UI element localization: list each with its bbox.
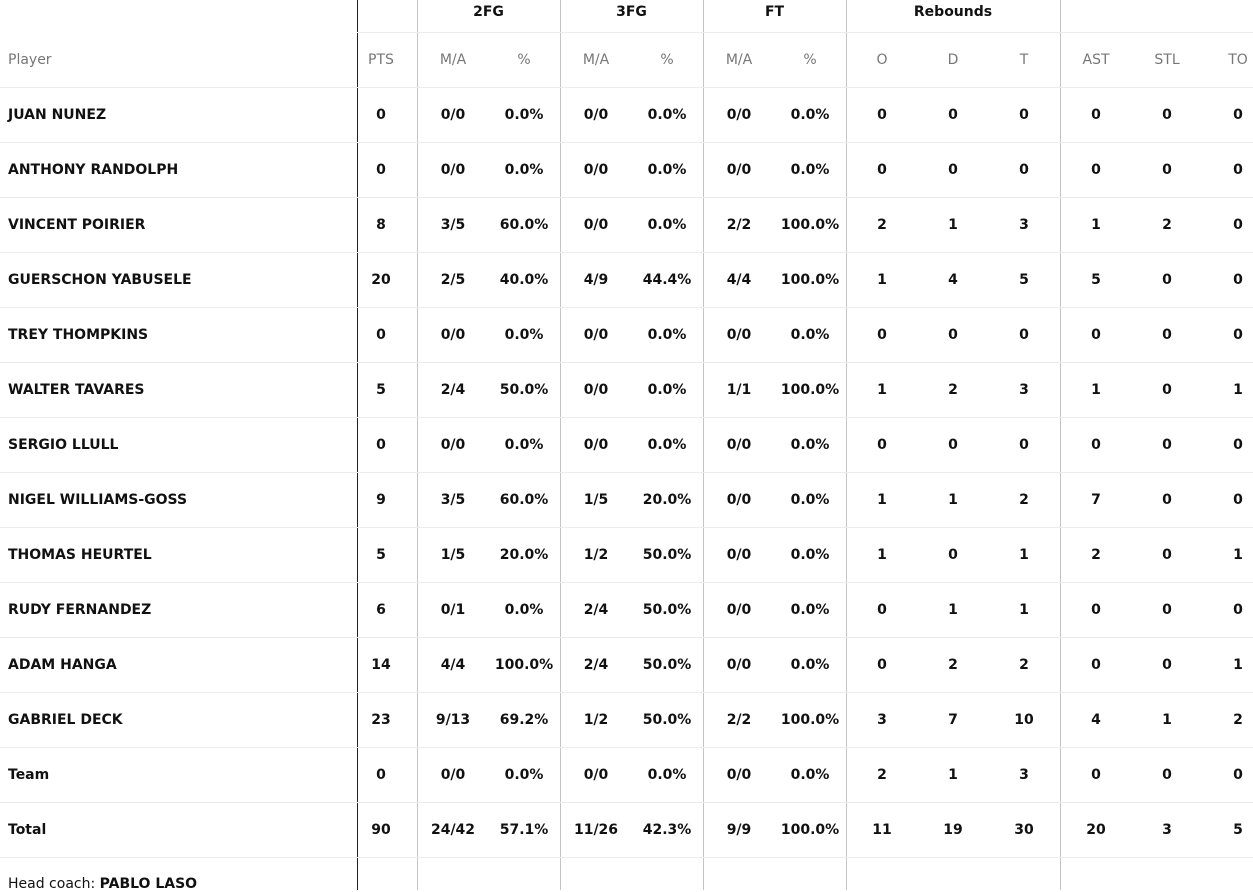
cell-3fg-made-attempted: 0/0 [583,437,609,453]
cell-stl: 2 [1162,217,1172,233]
cell-2fg-made-attempted: 0/0 [440,327,466,343]
cell-to: 1 [1233,382,1243,398]
cell-rebounds-defensive: 19 [943,822,963,838]
cell-ft-pct: 0.0% [790,657,830,673]
cell-pts: 9 [376,492,386,508]
cell-rebounds-defensive: 1 [948,217,958,233]
cell-ft-made-attempted: 0/0 [726,492,752,508]
cell-2fg-made-attempted: 0/0 [440,437,466,453]
cell-ft-pct: 0.0% [790,767,830,783]
cell-pts: 20 [371,272,391,288]
table-row [0,142,1253,197]
cell-rebounds-defensive: 2 [948,657,958,673]
cell-rebounds-total: 10 [1014,712,1034,728]
cell-3fg-pct: 0.0% [647,382,687,398]
group-header-ft: FT [764,4,785,20]
cell-to: 0 [1233,162,1243,178]
table-row [0,417,1253,472]
cell-ft-made-attempted: 1/1 [726,382,752,398]
cell-to: 0 [1233,107,1243,123]
cell-ast: 1 [1091,382,1101,398]
cell-ast: 0 [1091,767,1101,783]
cell-3fg-made-attempted: 0/0 [583,327,609,343]
cell-rebounds-offensive: 0 [877,162,887,178]
head-coach-name: PABLO LASO [99,876,198,892]
cell-player-name[interactable]: ANTHONY RANDOLPH [8,162,179,178]
cell-player-name[interactable]: WALTER TAVARES [8,382,145,398]
cell-stl: 0 [1162,547,1172,563]
cell-3fg-pct: 20.0% [642,492,692,508]
cell-3fg-made-attempted: 1/2 [583,547,609,563]
cell-to: 0 [1233,327,1243,343]
cell-rebounds-defensive: 0 [948,437,958,453]
cell-ft-made-attempted: 2/2 [726,712,752,728]
cell-ft-pct: 0.0% [790,602,830,618]
cell-2fg-pct: 60.0% [499,492,549,508]
cell-pts: 5 [376,547,386,563]
column-header-2fg-pct[interactable]: % [517,52,531,68]
cell-3fg-made-attempted: 1/5 [583,492,609,508]
table-row [0,362,1253,417]
cell-player-name[interactable]: TREY THOMPKINS [8,327,149,343]
column-header-rebounds-offensive[interactable]: O [876,52,888,68]
cell-rebounds-total: 2 [1019,657,1029,673]
cell-player-name[interactable]: ADAM HANGA [8,657,117,673]
cell-ast: 0 [1091,602,1101,618]
column-header-3fg-pct[interactable]: % [660,52,674,68]
table-row [0,307,1253,362]
cell-to: 5 [1233,822,1243,838]
cell-2fg-made-attempted: 1/5 [440,547,466,563]
cell-2fg-pct: 50.0% [499,382,549,398]
cell-player-name[interactable]: GABRIEL DECK [8,712,123,728]
cell-rebounds-offensive: 1 [877,382,887,398]
cell-stl: 3 [1162,822,1172,838]
cell-player-name[interactable]: THOMAS HEURTEL [8,547,152,563]
cell-3fg-pct: 50.0% [642,602,692,618]
cell-rebounds-offensive: 0 [877,437,887,453]
column-header-ft-made-attempted[interactable]: M/A [725,52,753,68]
cell-3fg-made-attempted: 4/9 [583,272,609,288]
cell-ft-made-attempted: 0/0 [726,602,752,618]
cell-3fg-pct: 0.0% [647,162,687,178]
column-header-3fg-made-attempted[interactable]: M/A [582,52,610,68]
table-row [0,197,1253,252]
cell-3fg-made-attempted: 1/2 [583,712,609,728]
cell-ft-made-attempted: 4/4 [726,272,752,288]
cell-ft-pct: 0.0% [790,162,830,178]
column-header-to[interactable]: TO [1228,52,1248,68]
cell-rebounds-defensive: 1 [948,492,958,508]
cell-2fg-pct: 57.1% [499,822,549,838]
cell-pts: 90 [371,822,391,838]
cell-3fg-made-attempted: 0/0 [583,162,609,178]
cell-ast: 0 [1091,657,1101,673]
cell-rebounds-defensive: 0 [948,547,958,563]
cell-rebounds-defensive: 4 [948,272,958,288]
cell-stl: 0 [1162,272,1172,288]
cell-stl: 0 [1162,492,1172,508]
cell-3fg-made-attempted: 2/4 [583,602,609,618]
cell-player-name[interactable]: Team [8,767,50,783]
cell-ast: 7 [1091,492,1101,508]
cell-2fg-made-attempted: 24/42 [430,822,476,838]
cell-to: 2 [1233,712,1243,728]
cell-rebounds-total: 5 [1019,272,1029,288]
column-header-ast[interactable]: AST [1082,52,1110,68]
cell-3fg-pct: 42.3% [642,822,692,838]
cell-3fg-made-attempted: 0/0 [583,382,609,398]
cell-2fg-pct: 0.0% [504,107,544,123]
head-coach-label: Head coach: [8,876,96,892]
cell-2fg-made-attempted: 9/13 [435,712,471,728]
cell-ft-made-attempted: 0/0 [726,767,752,783]
column-header-2fg-made-attempted[interactable]: M/A [439,52,467,68]
cell-pts: 0 [376,437,386,453]
column-header-stl[interactable]: STL [1154,52,1180,68]
cell-2fg-pct: 100.0% [494,657,554,673]
table-row [0,802,1253,857]
cell-pts: 0 [376,107,386,123]
table-row [0,747,1253,802]
header-divider [357,32,1253,33]
cell-ast: 1 [1091,217,1101,233]
cell-pts: 8 [376,217,386,233]
cell-rebounds-offensive: 2 [877,217,887,233]
group-header-2fg: 2FG [473,4,504,20]
cell-3fg-pct: 50.0% [642,712,692,728]
cell-2fg-made-attempted: 0/0 [440,767,466,783]
table-row [0,527,1253,582]
column-header-ft-pct[interactable]: % [803,52,817,68]
cell-rebounds-total: 0 [1019,162,1029,178]
cell-rebounds-defensive: 0 [948,327,958,343]
cell-rebounds-defensive: 1 [948,602,958,618]
cell-player-name[interactable]: Total [8,822,47,838]
cell-player-name[interactable]: RUDY FERNANDEZ [8,602,152,618]
cell-3fg-made-attempted: 0/0 [583,767,609,783]
cell-3fg-pct: 44.4% [642,272,692,288]
cell-stl: 1 [1162,712,1172,728]
cell-2fg-made-attempted: 3/5 [440,492,466,508]
column-header-rebounds-defensive[interactable]: D [947,52,959,68]
cell-rebounds-total: 2 [1019,492,1029,508]
cell-rebounds-offensive: 3 [877,712,887,728]
cell-rebounds-offensive: 1 [877,547,887,563]
cell-stl: 0 [1162,437,1172,453]
cell-ft-made-attempted: 2/2 [726,217,752,233]
cell-pts: 0 [376,767,386,783]
cell-stl: 0 [1162,327,1172,343]
cell-rebounds-total: 0 [1019,327,1029,343]
cell-rebounds-defensive: 7 [948,712,958,728]
row-divider [0,857,1253,858]
cell-2fg-pct: 0.0% [504,327,544,343]
cell-2fg-made-attempted: 2/4 [440,382,466,398]
cell-3fg-made-attempted: 0/0 [583,107,609,123]
cell-ast: 2 [1091,547,1101,563]
cell-ft-pct: 0.0% [790,327,830,343]
cell-rebounds-offensive: 11 [872,822,892,838]
cell-ft-made-attempted: 0/0 [726,657,752,673]
cell-rebounds-defensive: 1 [948,767,958,783]
cell-stl: 0 [1162,162,1172,178]
cell-ast: 0 [1091,437,1101,453]
table-row [0,252,1253,307]
table-row [0,87,1253,142]
cell-rebounds-total: 1 [1019,547,1029,563]
cell-to: 0 [1233,217,1243,233]
table-row [0,692,1253,747]
cell-rebounds-offensive: 2 [877,767,887,783]
cell-player-name[interactable]: SERGIO LLULL [8,437,119,453]
cell-ft-pct: 100.0% [780,272,840,288]
cell-ft-pct: 0.0% [790,547,830,563]
cell-2fg-pct: 0.0% [504,602,544,618]
cell-ft-made-attempted: 0/0 [726,547,752,563]
cell-ft-pct: 0.0% [790,107,830,123]
cell-pts: 14 [371,657,391,673]
cell-ft-pct: 100.0% [780,382,840,398]
cell-rebounds-total: 0 [1019,437,1029,453]
cell-stl: 0 [1162,657,1172,673]
cell-rebounds-total: 0 [1019,107,1029,123]
cell-rebounds-total: 3 [1019,767,1029,783]
cell-rebounds-offensive: 1 [877,272,887,288]
cell-ft-made-attempted: 0/0 [726,437,752,453]
cell-ast: 20 [1086,822,1106,838]
cell-ft-made-attempted: 0/0 [726,162,752,178]
cell-stl: 0 [1162,602,1172,618]
cell-ast: 0 [1091,107,1101,123]
cell-to: 1 [1233,657,1243,673]
cell-rebounds-offensive: 0 [877,602,887,618]
cell-pts: 0 [376,162,386,178]
cell-stl: 0 [1162,382,1172,398]
cell-player-name[interactable]: VINCENT POIRIER [8,217,146,233]
group-header-rebounds: Rebounds [913,4,993,20]
cell-rebounds-offensive: 0 [877,327,887,343]
cell-to: 0 [1233,272,1243,288]
cell-3fg-pct: 0.0% [647,437,687,453]
cell-rebounds-offensive: 0 [877,107,887,123]
cell-player-name[interactable]: JUAN NUNEZ [8,107,107,123]
cell-2fg-made-attempted: 2/5 [440,272,466,288]
column-header-player[interactable]: Player [8,52,52,68]
cell-ft-pct: 100.0% [780,822,840,838]
cell-2fg-pct: 60.0% [499,217,549,233]
cell-ft-made-attempted: 0/0 [726,107,752,123]
cell-rebounds-defensive: 2 [948,382,958,398]
cell-3fg-made-attempted: 2/4 [583,657,609,673]
cell-stl: 0 [1162,107,1172,123]
column-header-pts[interactable]: PTS [368,52,394,68]
cell-player-name[interactable]: NIGEL WILLIAMS-GOSS [8,492,188,508]
cell-ast: 4 [1091,712,1101,728]
table-row [0,472,1253,527]
cell-2fg-pct: 40.0% [499,272,549,288]
table-row [0,582,1253,637]
cell-2fg-made-attempted: 4/4 [440,657,466,673]
cell-3fg-pct: 0.0% [647,767,687,783]
cell-rebounds-total: 30 [1014,822,1034,838]
cell-stl: 0 [1162,767,1172,783]
cell-2fg-pct: 20.0% [499,547,549,563]
cell-rebounds-total: 1 [1019,602,1029,618]
cell-to: 1 [1233,547,1243,563]
cell-rebounds-offensive: 1 [877,492,887,508]
cell-2fg-pct: 0.0% [504,437,544,453]
cell-ft-made-attempted: 0/0 [726,327,752,343]
cell-ft-pct: 100.0% [780,217,840,233]
cell-pts: 23 [371,712,391,728]
cell-ast: 0 [1091,327,1101,343]
cell-ft-pct: 0.0% [790,492,830,508]
cell-2fg-pct: 0.0% [504,767,544,783]
cell-2fg-made-attempted: 3/5 [440,217,466,233]
cell-pts: 0 [376,327,386,343]
cell-2fg-made-attempted: 0/0 [440,162,466,178]
cell-2fg-pct: 69.2% [499,712,549,728]
cell-to: 0 [1233,767,1243,783]
cell-3fg-pct: 0.0% [647,217,687,233]
cell-ast: 0 [1091,162,1101,178]
cell-2fg-made-attempted: 0/0 [440,107,466,123]
cell-2fg-pct: 0.0% [504,162,544,178]
cell-to: 0 [1233,602,1243,618]
table-row [0,637,1253,692]
cell-rebounds-defensive: 0 [948,162,958,178]
cell-rebounds-offensive: 0 [877,657,887,673]
cell-rebounds-defensive: 0 [948,107,958,123]
cell-pts: 6 [376,602,386,618]
cell-3fg-pct: 50.0% [642,657,692,673]
group-header-3fg: 3FG [616,4,647,20]
column-header-rebounds-total[interactable]: T [1019,52,1029,68]
cell-rebounds-total: 3 [1019,217,1029,233]
cell-rebounds-total: 3 [1019,382,1029,398]
cell-2fg-made-attempted: 0/1 [440,602,466,618]
cell-ast: 5 [1091,272,1101,288]
cell-3fg-pct: 0.0% [647,107,687,123]
cell-3fg-pct: 50.0% [642,547,692,563]
cell-3fg-made-attempted: 11/26 [573,822,619,838]
cell-3fg-pct: 0.0% [647,327,687,343]
cell-pts: 5 [376,382,386,398]
cell-3fg-made-attempted: 0/0 [583,217,609,233]
cell-to: 0 [1233,492,1243,508]
cell-ft-pct: 0.0% [790,437,830,453]
cell-ft-made-attempted: 9/9 [726,822,752,838]
cell-ft-pct: 100.0% [780,712,840,728]
cell-player-name[interactable]: GUERSCHON YABUSELE [8,272,192,288]
cell-to: 0 [1233,437,1243,453]
